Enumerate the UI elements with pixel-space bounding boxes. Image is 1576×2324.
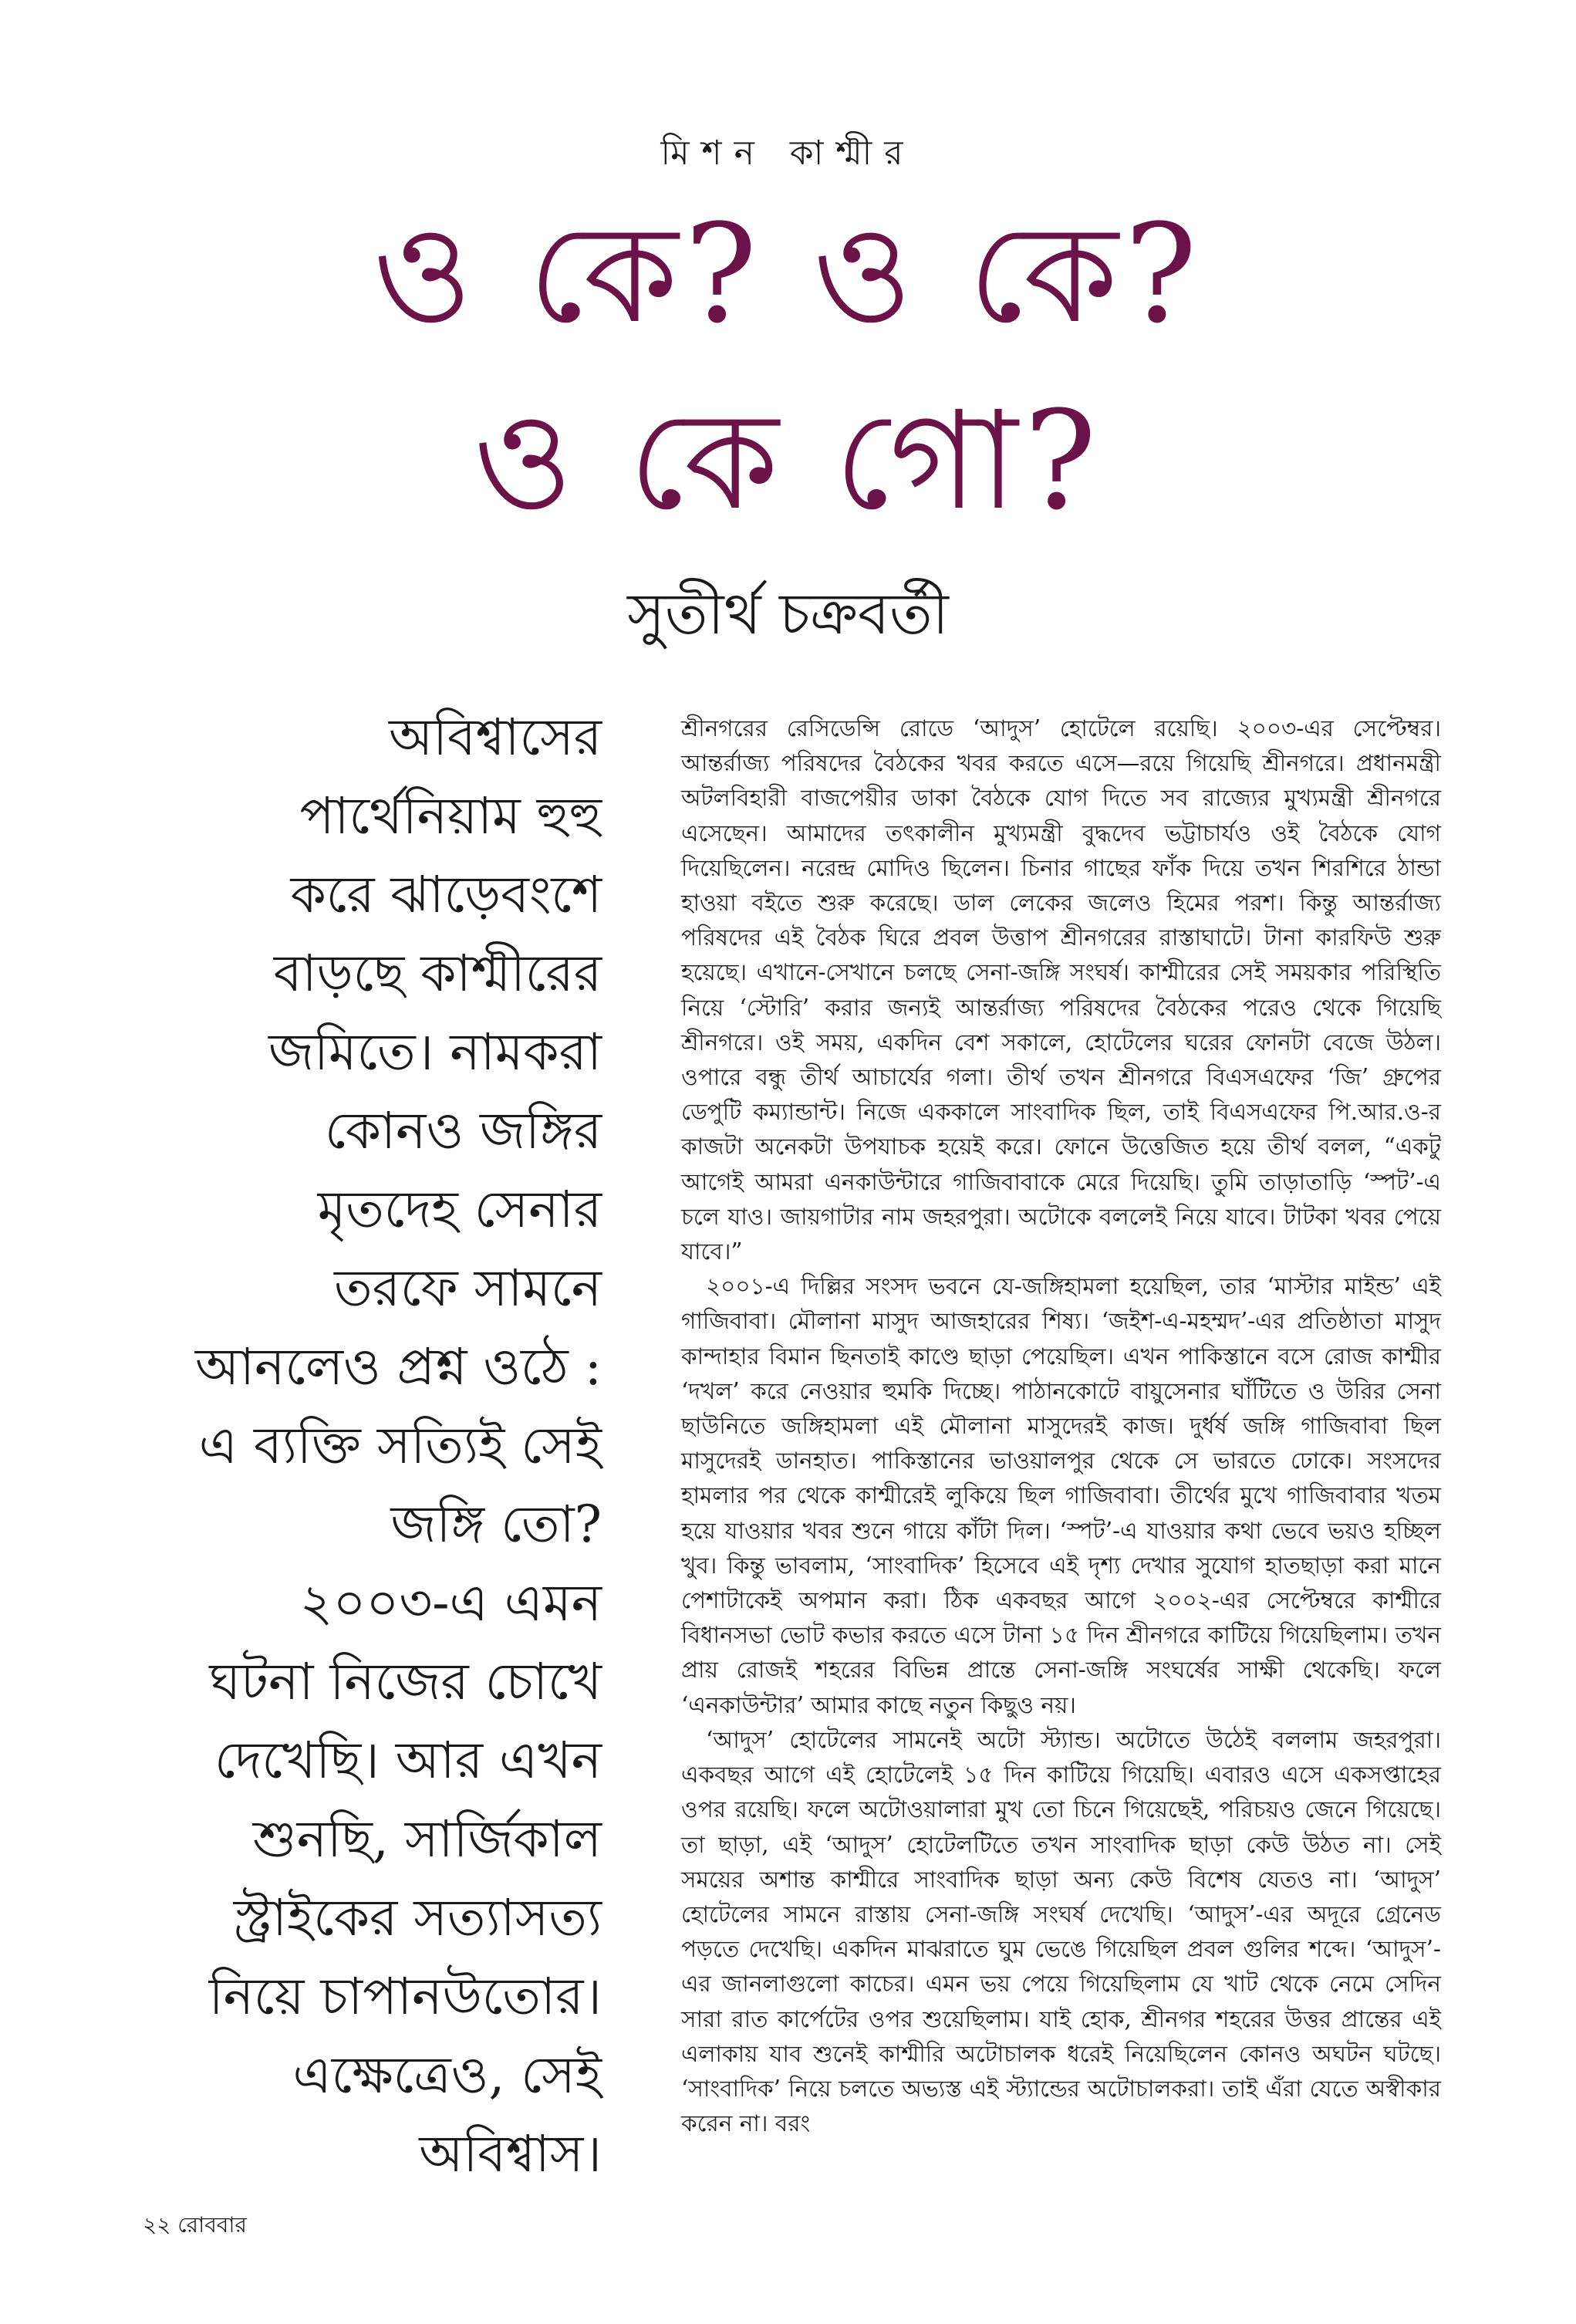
page-folio: ২২ রোববার bbox=[143, 2212, 247, 2238]
article-paragraph: শ্রীনগরের রেসিডেন্সি রোডে ‘আদুস’ হোটেলে রয়েছি। ২০০৩-এর সেপ্টেম্বর। আন্তর্রাজ্য পরিষদের বৈঠকের খবর করতে এসে—রয়ে গিয়েছি শ্রীনগরে। প্রধানমন্ত্রী অটলবিহারী বাজপেয়ীর ডাকা বৈঠকে যোগ দিতে সব রাজ্যের মুখ্যমন্ত্রী শ্রীনগরে এসেছেন। আমাদের তৎকালীন মুখ্যমন্ত্রী বুদ্ধদেব ভট্টাচার্যও ওই বৈঠকে যোগ দিয়েছিলেন। নরেন্দ্র মোদিও ছিলেন। চিনার গাছের ফাঁক দিয়ে তখন শিরশিরে ঠান্ডা হাওয়া বইতে শুরু করেছে। ডাল লেকের জলেও হিমের পরশ। কিন্তু আন্তর্রাজ্য পরিষদের এই বৈঠক ঘিরে প্রবল উত্তাপ শ্রীনগরের রাস্তাঘাটে। টানা কারফিউ শুরু হয়েছে। এখানে-সেখানে চলছে সেনা-জঙ্গি সংঘর্ষ। কাশ্মীরের সেই সময়কার পরিস্থিতি নিয়ে ‘স্টোরি’ করার জন্যই আন্তর্রাজ্য পরিষদের বৈঠকের পরেও থেকে গিয়েছি শ্রীনগরে। ওই সময়, একদিন বেশ সকালে, হোটেলের ঘরের ফোনটা বেজে উঠল। ওপারে বন্ধু তীর্থ আচার্যের গলা। তীর্থ তখন শ্রীনগরে বিএসএফের ‘জি’ গ্রুপের ডেপুটি কম্যান্ডান্ট। নিজে এককালে সাংবাদিক ছিল, তাই বিএসএফের পি.আর.ও-র কাজটা অনেকটা উপযাচক হয়েই করে। ফোনে উত্তেজিত হয়ে তীর্থ বলল, “একটু আগেই আমরা এনকাউন্টারে গাজিবাবাকে মেরে দিয়েছি। তুমি তাড়াতাড়ি ‘স্পট’-এ চলে যাও। জায়গাটার নাম জহরপুরা। অটোকে বললেই নিয়ে যাবে। টাটকা খবর পেয়ে যাবে।” bbox=[681, 715, 1441, 1265]
pull-quote-line: অবিশ্বাসের bbox=[388, 708, 602, 767]
pull-quote-line: অবিশ্বাস। bbox=[419, 2124, 602, 2184]
pull-quote-line: জঙ্গি তো? bbox=[390, 1495, 602, 1554]
pull-quote-line: এ ব্যক্তি সত্যিই সেই bbox=[198, 1416, 602, 1475]
pull-quote-line: তরফে সামনে bbox=[334, 1258, 602, 1318]
article-paragraph: ২০০১-এ দিল্লির সংসদ ভবনে যে-জঙ্গিহামলা হয়েছিল, তার ‘মাস্টার মাইন্ড’ এই গাজিবাবা। মৌলানা মাসুদ আজহারের শিষ্য। ‘জইশ-এ-মহম্মদ’-এর প্রতিষ্ঠাতা মাসুদ কান্দাহার বিমান ছিনতাই কাণ্ডে ছাড়া পেয়েছিল। এখন পাকিস্তানে বসে রোজ কাশ্মীর ‘দখল’ করে নেওয়ার হুমকি দিচ্ছে। পাঠানকোটে বায়ুসেনার ঘাঁটিতে ও উরির সেনা ছাউনিতে জঙ্গিহামলা এই মৌলানা মাসুদেরই কাজ। দুর্ধর্ষ জঙ্গি গাজিবাবা ছিল মাসুদেরই ডানহাত। পাকিস্তানের ভাওয়ালপুর থেকে সে ভারতে ঢোকে। সংসদের হামলার পর থেকে কাশ্মীরেই লুকিয়ে ছিল গাজিবাবা। তীর্থের মুখে গাজিবাবার খতম হয়ে যাওয়ার খবর শুনে গায়ে কাঁটা দিল। ‘স্পট’-এ যাওয়ার কথা ভেবে ভয়ও হচ্ছিল খুব। কিন্তু ভাবলাম, ‘সাংবাদিক’ হিসেবে এই দৃশ্য দেখার সুযোগ হাতছাড়া করা মানে পেশাটাকেই অপমান করা। ঠিক একবছর আগে ২০০২-এর সেপ্টেম্বরে কাশ্মীরে বিধানসভা ভোট কভার করতে এসে টানা ১৫ দিন শ্রীনগরে কাটিয়ে গিয়েছিলাম। তখন প্রায় রোজই শহরের বিভিন্ন প্রান্তে সেনা-জঙ্গি সংঘর্ষের সাক্ষী থেকেছি। ফলে ‘এনকাউন্টার’ আমার কাছে নতুন কিছুও নয়। bbox=[681, 1273, 1441, 1718]
pull-quote-line: জমিতে। নামকরা bbox=[268, 1022, 602, 1082]
article-body bbox=[681, 711, 1441, 2141]
section-kicker: মিশন কাশ্মীর bbox=[660, 133, 916, 173]
pull-quote-line: বাড়ছে কাশ্মীরের bbox=[273, 944, 602, 1003]
pull-quote-line: ঘটনা নিজের চোখে bbox=[209, 1652, 602, 1711]
pull-quote-line: দেখেছি। আর এখন bbox=[214, 1731, 602, 1790]
pull-quote-line: আনলেও প্রশ্ন ওঠে : bbox=[194, 1337, 602, 1397]
pull-quote bbox=[147, 698, 602, 2194]
pull-quote-line: কোনও জঙ্গির bbox=[324, 1101, 602, 1160]
article-paragraph: ‘আদুস’ হোটেলের সামনেই অটো স্ট্যান্ড। অটোতে উঠেই বললাম জহরপুরা। একবছর আগে এই হোটেলেই ১৫ দিন কাটিয়ে গিয়েছি। এবারও এসে একসপ্তাহের ওপর রয়েছি। ফলে অটোওয়ালারা মুখ তো চিনে গিয়েছেই, পরিচয়ও জেনে গিয়েছে। তা ছাড়া, এই ‘আদুস’ হোটেলটিতে তখন সাংবাদিক ছাড়া কেউ উঠত না। সেই সময়ের অশান্ত কাশ্মীরে সাংবাদিক ছাড়া অন্য কেউ বিশেষ যেতও না। ‘আদুস’ হোটেলের সামনে রাস্তায় সেনা-জঙ্গি সংঘর্ষ দেখেছি। ‘আদুস’-এর অদূরে গ্রেনেড পড়তে দেখেছি। একদিন মাঝরাতে ঘুম ভেঙে গিয়েছিল প্রবল গুলির শব্দে। ‘আদুস’-এর জানলাগুলো কাচের। এমন ভয় পেয়ে গিয়েছিলাম যে খাট থেকে নেমে সেদিন সারা রাত কার্পেটের ওপর শুয়েছিলাম। যাই হোক, শ্রীনগর শহরের উত্তর প্রান্তের এই এলাকায় যাব শুনেই কাশ্মীরি অটোচালক ধরেই নিয়েছিলেন কোনও অঘটন ঘটছে। ‘সাংবাদিক’ নিয়ে চলতে অভ্যস্ত এই স্ট্যান্ডের অটোচালকরা। তাই এঁরা যেতে অস্বীকার করেন না। বরং bbox=[681, 1726, 1441, 2137]
pull-quote-line: শুনছি, সার্জিকাল bbox=[252, 1809, 602, 1869]
author-byline: সুতীর্থ চক্রবর্তী bbox=[627, 581, 949, 647]
headline-line-1: ও কে? ও কে? bbox=[373, 195, 1203, 353]
headline-line-2: ও কে গো? bbox=[473, 382, 1103, 540]
pull-quote-line: করে ঝাড়েবংশে bbox=[290, 865, 602, 924]
pull-quote-line: নিয়ে চাপানউতোর। bbox=[208, 1967, 602, 2026]
pull-quote-line: ২০০৩-এ এমন bbox=[299, 1573, 602, 1633]
pull-quote-line: পার্থেনিয়াম হুহু bbox=[299, 786, 602, 846]
pull-quote-line: এক্ষেত্রেও, সেই bbox=[292, 2045, 602, 2105]
pull-quote-line: মৃতদেহ সেনার bbox=[317, 1180, 602, 1239]
pull-quote-line: স্ট্রাইকের সত্যাসত্য bbox=[233, 1888, 602, 1947]
